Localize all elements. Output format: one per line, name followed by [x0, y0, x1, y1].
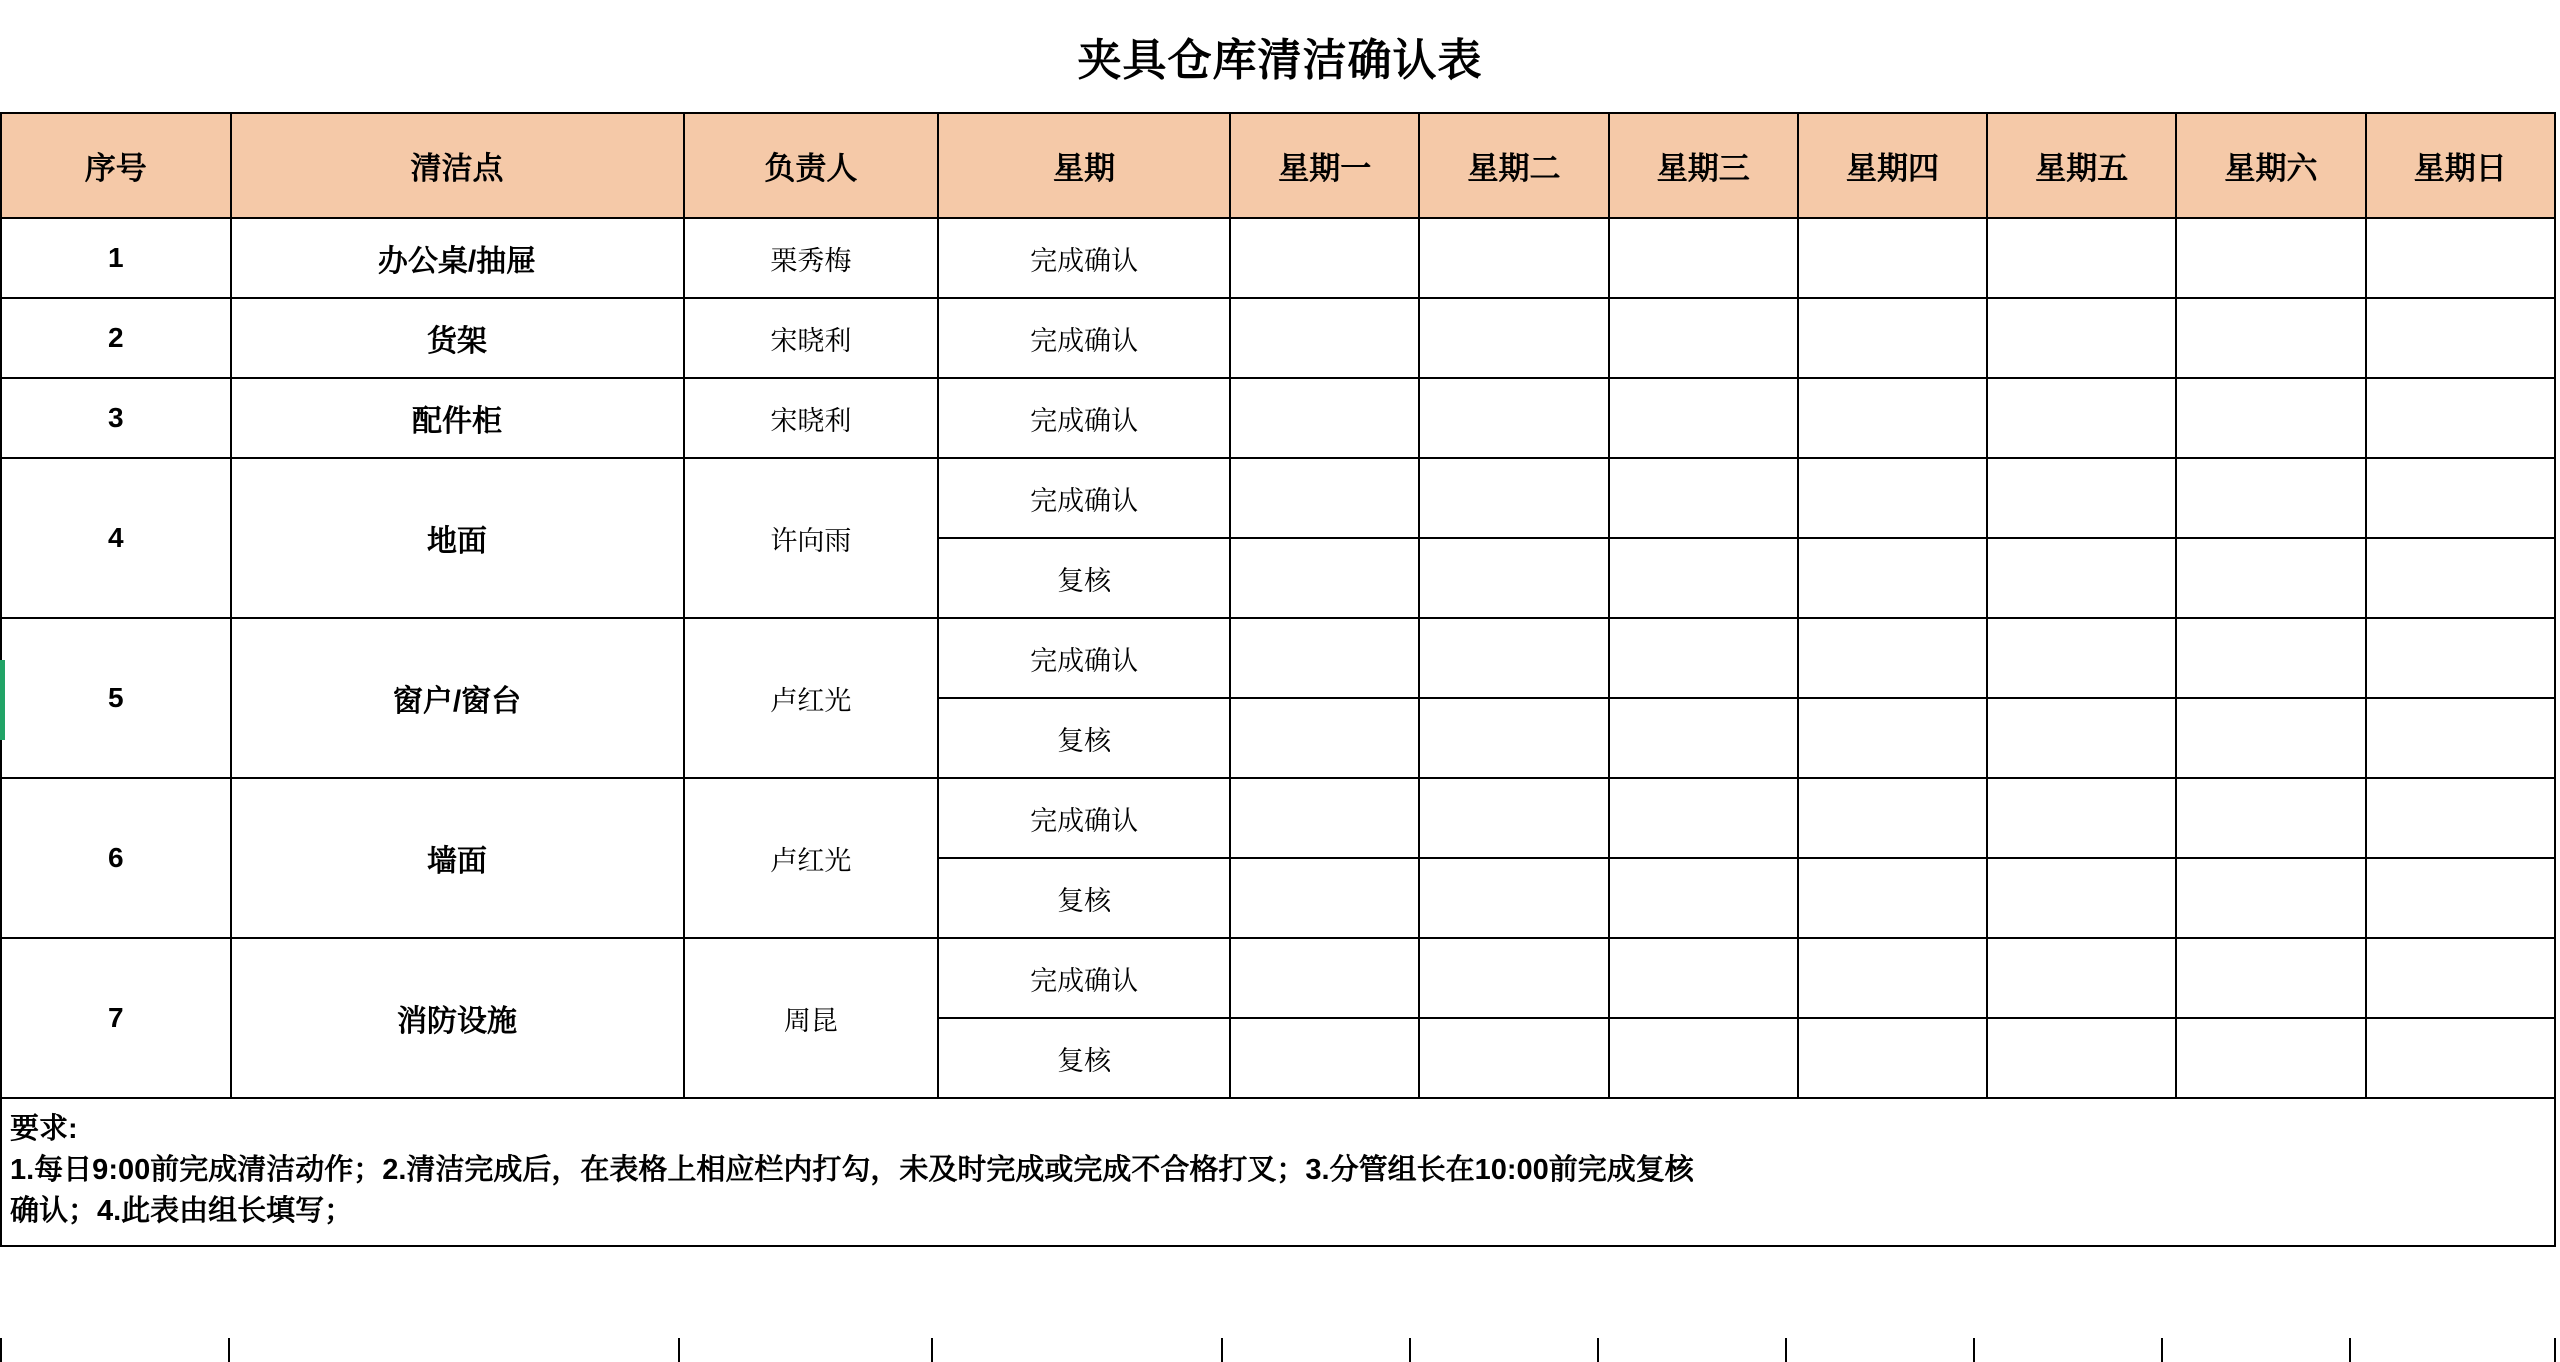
cell-day-friday[interactable]: [1987, 618, 2176, 698]
cell-owner: 栗秀梅: [684, 218, 939, 298]
cell-day-thursday[interactable]: [1798, 218, 1987, 298]
cell-day-sunday[interactable]: [2366, 778, 2555, 858]
document-title-row: [0, 0, 2560, 112]
cell-owner: 许向雨: [684, 458, 939, 618]
cell-day-monday[interactable]: [1230, 618, 1419, 698]
column-header-week: 星期: [938, 113, 1230, 218]
cell-day-saturday[interactable]: [2176, 698, 2365, 778]
cell-day-monday[interactable]: [1230, 698, 1419, 778]
cell-day-friday[interactable]: [1987, 298, 2176, 378]
cleaning-confirmation-table: [0, 112, 2556, 1099]
table-row: [1, 778, 2555, 858]
cell-day-tuesday[interactable]: [1419, 618, 1608, 698]
cell-day-monday[interactable]: [1230, 538, 1419, 618]
column-header-monday: 星期一: [1230, 113, 1419, 218]
cell-day-monday[interactable]: [1230, 938, 1419, 1018]
cell-point: 窗户/窗台: [231, 618, 684, 778]
cell-day-wednesday[interactable]: [1609, 538, 1798, 618]
cell-day-thursday[interactable]: [1798, 298, 1987, 378]
cell-day-saturday[interactable]: [2176, 938, 2365, 1018]
table-row: [1, 378, 2555, 458]
cell-day-saturday[interactable]: [2176, 618, 2365, 698]
footer-cell: [2, 1338, 230, 1362]
column-header-saturday: 星期六: [2176, 113, 2365, 218]
cell-day-monday[interactable]: [1230, 1018, 1419, 1098]
table-row: [1, 298, 2555, 378]
cell-day-friday[interactable]: [1987, 698, 2176, 778]
cell-day-wednesday[interactable]: [1609, 1018, 1798, 1098]
column-header-friday: 星期五: [1987, 113, 2176, 218]
table-row: [1, 458, 2555, 538]
column-header-wednesday: 星期三: [1609, 113, 1798, 218]
cell-week-label: 复核: [938, 538, 1230, 618]
footer-cell: [230, 1338, 680, 1362]
table-header: [1, 113, 2555, 218]
column-header-owner: 负责人: [684, 113, 939, 218]
column-header-seq: 序号: [1, 113, 231, 218]
cell-day-thursday[interactable]: [1798, 538, 1987, 618]
cell-point: 地面: [231, 458, 684, 618]
cell-day-friday[interactable]: [1987, 938, 2176, 1018]
footer-cell: [680, 1338, 933, 1362]
cell-day-tuesday[interactable]: [1419, 1018, 1608, 1098]
cell-day-friday[interactable]: [1987, 1018, 2176, 1098]
cell-day-wednesday[interactable]: [1609, 858, 1798, 938]
cell-day-wednesday[interactable]: [1609, 618, 1798, 698]
cell-day-monday[interactable]: [1230, 298, 1419, 378]
cell-seq: 5: [1, 618, 231, 778]
selection-marker: [0, 660, 5, 740]
cell-day-tuesday[interactable]: [1419, 538, 1608, 618]
cell-week-label: 完成确认: [938, 378, 1230, 458]
cell-day-thursday[interactable]: [1798, 378, 1987, 458]
cell-day-friday[interactable]: [1987, 778, 2176, 858]
cell-point: 办公桌/抽屉: [231, 218, 684, 298]
cell-owner: 宋晓利: [684, 378, 939, 458]
cell-day-thursday[interactable]: [1798, 458, 1987, 538]
cell-day-wednesday[interactable]: [1609, 218, 1798, 298]
cell-day-sunday[interactable]: [2366, 698, 2555, 778]
page-title: 夹具仓库清洁确认表: [1077, 36, 1483, 85]
cell-day-friday[interactable]: [1987, 218, 2176, 298]
cell-day-saturday[interactable]: [2176, 778, 2365, 858]
cell-week-label: 完成确认: [938, 298, 1230, 378]
cell-day-sunday[interactable]: [2366, 458, 2555, 538]
cell-day-thursday[interactable]: [1798, 778, 1987, 858]
cell-day-friday[interactable]: [1987, 378, 2176, 458]
footer-cell: [2351, 1338, 2539, 1362]
cell-day-tuesday[interactable]: [1419, 778, 1608, 858]
cell-day-friday[interactable]: [1987, 538, 2176, 618]
footer-cell: [1223, 1338, 1411, 1362]
cell-point: 消防设施: [231, 938, 684, 1098]
cell-day-monday[interactable]: [1230, 218, 1419, 298]
cell-day-saturday[interactable]: [2176, 218, 2365, 298]
cell-day-sunday[interactable]: [2366, 938, 2555, 1018]
cell-week-label: 完成确认: [938, 458, 1230, 538]
footer-cell: [1411, 1338, 1599, 1362]
cell-week-label: 复核: [938, 698, 1230, 778]
cell-week-label: 完成确认: [938, 938, 1230, 1018]
cell-day-monday[interactable]: [1230, 458, 1419, 538]
cell-seq: 6: [1, 778, 231, 938]
requirements-note: [0, 1099, 2556, 1247]
cell-day-tuesday[interactable]: [1419, 858, 1608, 938]
footer-cell: [1975, 1338, 2163, 1362]
cell-day-sunday[interactable]: [2366, 538, 2555, 618]
cell-day-tuesday[interactable]: [1419, 298, 1608, 378]
cell-week-label: 完成确认: [938, 618, 1230, 698]
cell-point: 配件柜: [231, 378, 684, 458]
cell-seq: 3: [1, 378, 231, 458]
cell-day-wednesday[interactable]: [1609, 698, 1798, 778]
footer-cell: [1787, 1338, 1975, 1362]
cell-week-label: 复核: [938, 858, 1230, 938]
table-row: [1, 618, 2555, 698]
cell-day-thursday[interactable]: [1798, 1018, 1987, 1098]
cell-day-wednesday[interactable]: [1609, 938, 1798, 1018]
cell-day-friday[interactable]: [1987, 858, 2176, 938]
cell-day-thursday[interactable]: [1798, 938, 1987, 1018]
cell-owner: 卢红光: [684, 618, 939, 778]
cell-day-monday[interactable]: [1230, 778, 1419, 858]
cell-day-sunday[interactable]: [2366, 618, 2555, 698]
footer-cell: [933, 1338, 1223, 1362]
cell-seq: 1: [1, 218, 231, 298]
cell-day-sunday[interactable]: [2366, 218, 2555, 298]
requirements-line-1: 1.每日9:00前完成清洁动作；2.清洁完成后，在表格上相应栏内打勾，未及时完成或完成不合格打叉；3.分管组长在10:00前完成复核: [10, 1154, 1694, 1187]
cell-day-thursday[interactable]: [1798, 698, 1987, 778]
cell-day-tuesday[interactable]: [1419, 378, 1608, 458]
grid-footer-strip: [0, 1338, 2556, 1362]
column-header-thursday: 星期四: [1798, 113, 1987, 218]
cell-week-label: 完成确认: [938, 218, 1230, 298]
cell-day-tuesday[interactable]: [1419, 698, 1608, 778]
cell-day-wednesday[interactable]: [1609, 298, 1798, 378]
cell-week-label: 复核: [938, 1018, 1230, 1098]
cell-seq: 4: [1, 458, 231, 618]
column-header-tuesday: 星期二: [1419, 113, 1608, 218]
cell-day-friday[interactable]: [1987, 458, 2176, 538]
column-header-sunday: 星期日: [2366, 113, 2555, 218]
cell-week-label: 完成确认: [938, 778, 1230, 858]
cell-day-saturday[interactable]: [2176, 858, 2365, 938]
cell-day-sunday[interactable]: [2366, 858, 2555, 938]
table-row: [1, 218, 2555, 298]
table-body: [1, 218, 2555, 1098]
table-header-row: [1, 113, 2555, 218]
column-header-point: 清洁点: [231, 113, 684, 218]
cell-day-saturday[interactable]: [2176, 378, 2365, 458]
cell-point: 墙面: [231, 778, 684, 938]
cell-seq: 7: [1, 938, 231, 1098]
cell-day-wednesday[interactable]: [1609, 378, 1798, 458]
cell-day-saturday[interactable]: [2176, 1018, 2365, 1098]
requirements-line-2: 确认；4.此表由组长填写；: [10, 1195, 354, 1228]
cell-day-wednesday[interactable]: [1609, 778, 1798, 858]
cell-day-tuesday[interactable]: [1419, 458, 1608, 538]
cell-day-thursday[interactable]: [1798, 618, 1987, 698]
cell-day-sunday[interactable]: [2366, 1018, 2555, 1098]
cell-day-wednesday[interactable]: [1609, 458, 1798, 538]
cell-day-tuesday[interactable]: [1419, 218, 1608, 298]
cell-owner: 宋晓利: [684, 298, 939, 378]
cell-seq: 2: [1, 298, 231, 378]
footer-cell: [1599, 1338, 1787, 1362]
cell-day-sunday[interactable]: [2366, 378, 2555, 458]
cell-day-monday[interactable]: [1230, 378, 1419, 458]
cell-day-sunday[interactable]: [2366, 298, 2555, 378]
cell-owner: 周昆: [684, 938, 939, 1098]
cell-day-monday[interactable]: [1230, 858, 1419, 938]
requirements-heading: 要求:: [10, 1113, 78, 1145]
cell-day-thursday[interactable]: [1798, 858, 1987, 938]
cell-day-tuesday[interactable]: [1419, 938, 1608, 1018]
table-row: [1, 938, 2555, 1018]
cell-point: 货架: [231, 298, 684, 378]
cell-owner: 卢红光: [684, 778, 939, 938]
cell-day-saturday[interactable]: [2176, 538, 2365, 618]
footer-cell: [2163, 1338, 2351, 1362]
cell-day-saturday[interactable]: [2176, 458, 2365, 538]
cell-day-saturday[interactable]: [2176, 298, 2365, 378]
